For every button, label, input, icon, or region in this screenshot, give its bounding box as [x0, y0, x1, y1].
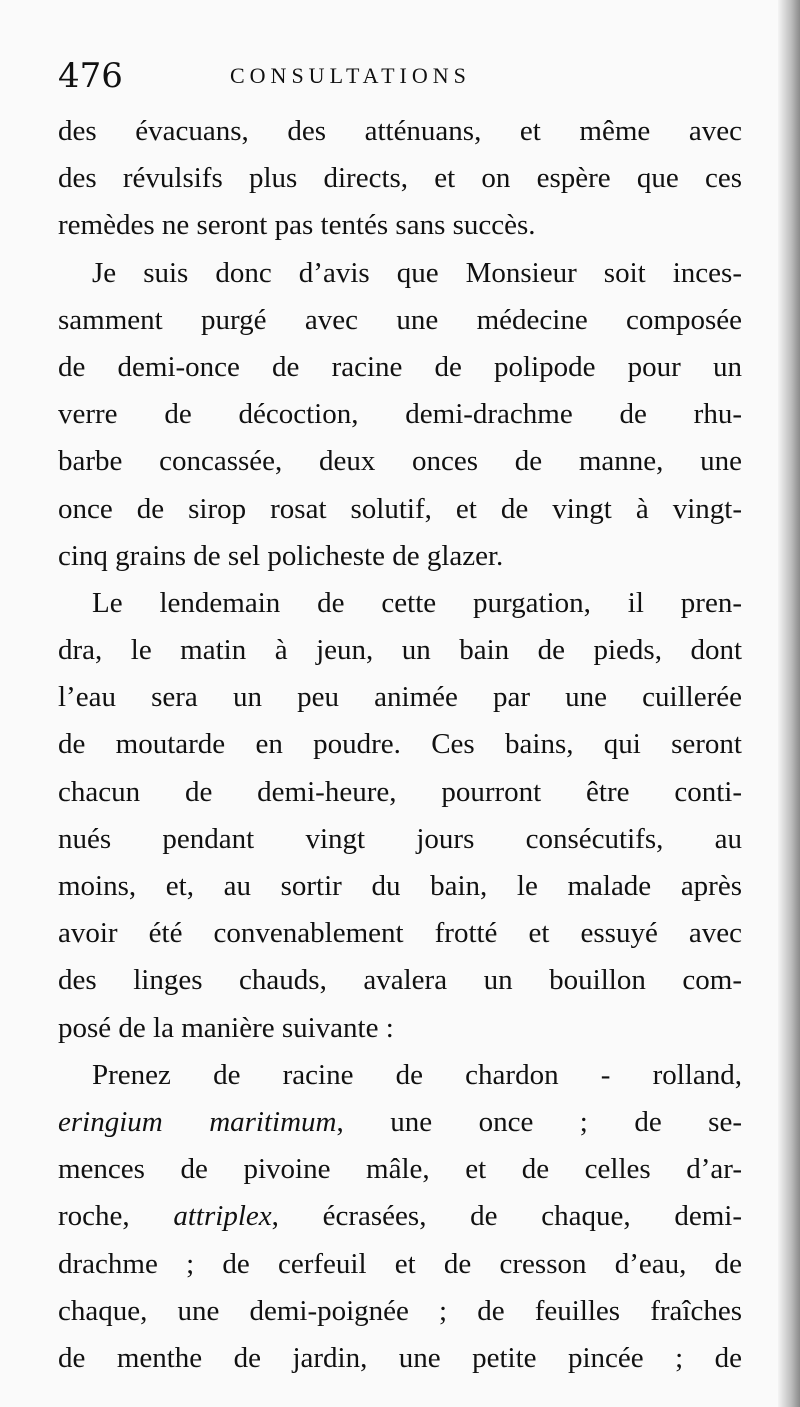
text-line [58, 1099, 742, 1146]
text-line: des évacuans, des atténuans, et même avec [58, 115, 742, 147]
text-segment: roche, [58, 1200, 174, 1233]
text-line: chaque, une demi-poignée ; de feuilles fraîches [58, 1294, 742, 1327]
text-line: moins, et, au sortir du bain, le malade après [58, 870, 742, 902]
text-line: remèdes ne seront pas tentés sans succès. [58, 209, 536, 242]
text-line: verre de décoction, demi-drachme de rhu- [58, 398, 742, 431]
running-title: CONSULTATIONS [230, 63, 471, 88]
text-line: Je suis donc d’avis que Monsieur soit inces- [92, 256, 742, 289]
text-line [58, 1193, 742, 1240]
page-edge-shadow [778, 0, 800, 1407]
text-line: de menthe de jardin, une petite pincée ; de [58, 1341, 742, 1374]
page-header [58, 56, 618, 100]
body-text [58, 108, 742, 1382]
text-line: de demi-once de racine de polipode pour un [58, 350, 742, 383]
text-line: l’eau sera un peu animée par une cuillerée [58, 681, 742, 714]
text-line: posé de la manière suivante : [58, 1011, 394, 1044]
text-line: drachme ; de cerfeuil et de cresson d’eau, de [58, 1247, 742, 1280]
text-line: mences de pivoine mâle, et de celles d’ar- [58, 1153, 742, 1186]
text-line: des linges chauds, avalera un bouillon com- [58, 964, 742, 997]
text-line: once de sirop rosat solutif, et de vingt à vingt- [58, 492, 742, 525]
text-line: de moutarde en poudre. Ces bains, qui seront [58, 728, 742, 761]
text-line: Le lendemain de cette purgation, il pren- [92, 586, 742, 619]
text-line: samment purgé avec une médecine composée [58, 303, 742, 336]
latin-term: eringium maritimum [58, 1105, 337, 1138]
latin-term: attriplex [173, 1200, 272, 1233]
text-line: Prenez de racine de chardon - rolland, [92, 1058, 742, 1091]
text-line: des révulsifs plus directs, et on espère que ces [58, 162, 742, 195]
text-segment: , une once ; de se- [336, 1105, 743, 1138]
text-line: dra, le matin à jeun, un bain de pieds, dont [58, 634, 742, 667]
text-line: nués pendant vingt jours consécutifs, au [58, 822, 742, 855]
text-line: barbe concassée, deux onces de manne, une [58, 445, 742, 478]
text-segment: , écrasées, de chaque, demi- [271, 1200, 742, 1233]
text-line: cinq grains de sel policheste de glazer. [58, 539, 504, 572]
text-line: chacun de demi-heure, pourront être conti- [58, 775, 742, 808]
page-number: 476 [58, 56, 123, 96]
text-line: avoir été convenablement frotté et essuyé avec [58, 917, 742, 950]
